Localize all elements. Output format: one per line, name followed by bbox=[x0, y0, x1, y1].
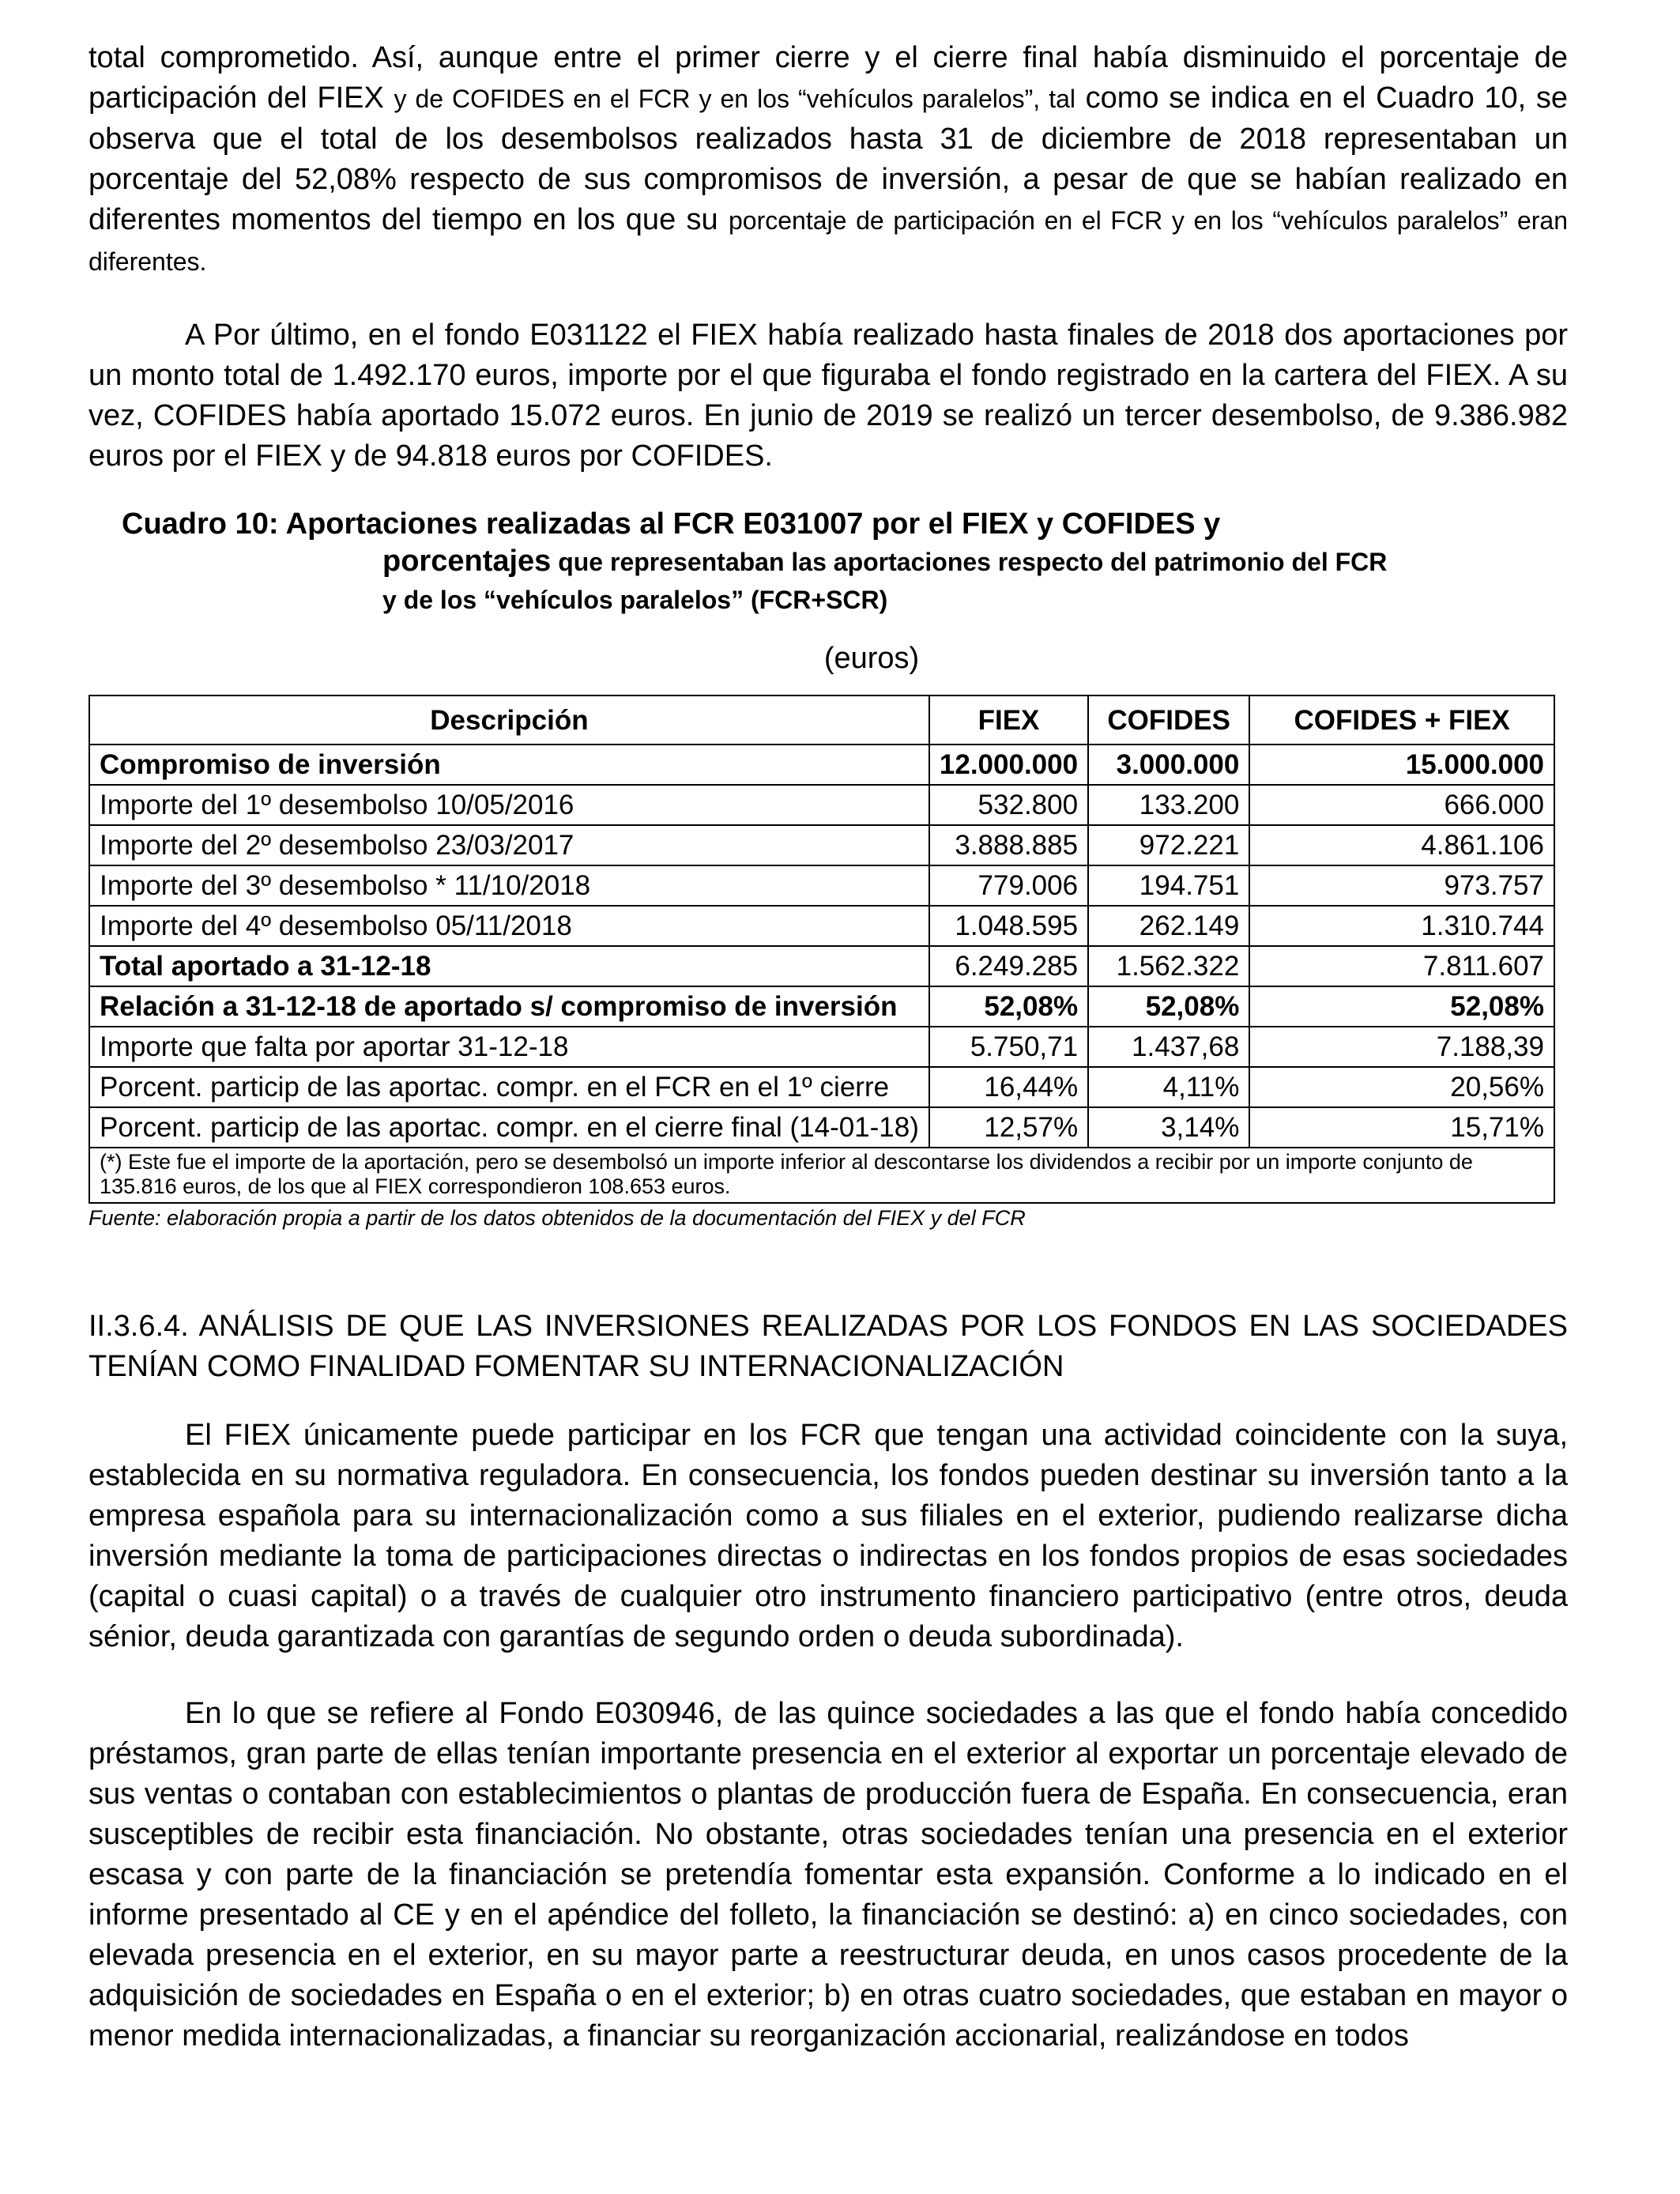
paragraph-1-part-a: total comprometido. Así, aunque entre el primer cierre y el cierre final había disminuido el porcentaje de participación del FIEX bbox=[89, 41, 1568, 115]
paragraph-4: En lo que se refiere al Fondo E030946, de las quince sociedades a las que el fondo había concedido préstamos, gran parte de ellas tenían importante presencia en el exterior al exportar un porcentaje elevado de sus ventas o contaban con establecimientos o plantas de producción fuera de España. En consecuencia, eran susceptibles de recibir esta financiación. No obstante, otras sociedades tenían una presencia en el exterior escasa y con parte de la financiación se pretendía fomentar esta expansión. Conforme a lo indicado en el informe presentado al CE y en el apéndice del folleto, la financiación se destinó: a) en cinco sociedades, con elevada presencia en el exterior, en su mayor parte a reestructurar deuda, en unos casos procedente de la adquisición de sociedades en España o en el exterior; b) en otras cuatro sociedades, que estaban en mayor o menor medida internacionalizadas, a financiar su reorganización accionarial, realizándose en todos bbox=[89, 1697, 1568, 2053]
paragraph-3: El FIEX únicamente puede participar en los FCR que tengan una actividad coincidente con la suya, establecida en su normativa reguladora. En consecuencia, los fondos pueden destinar su inversión tanto a la empresa española para su internacionalización como a sus filiales en el exterior, pudiendo realizarse dicha inversión mediante la toma de participaciones directas o indirectas en los fondos propios de esas sociedades (capital o cuasi capital) o a través de cualquier otro instrumento financiero participativo (entre otros, deuda sénior, deuda garantizada con garantías de segundo orden o deuda subordinada). bbox=[89, 1419, 1568, 1653]
cell-total: 52,08% bbox=[1249, 986, 1554, 1027]
row-label: Importe del 3º desembolso * 11/10/2018 bbox=[89, 865, 929, 906]
cell-fiex: 1.048.595 bbox=[929, 906, 1088, 946]
header-cofides: COFIDES bbox=[1088, 696, 1249, 745]
cell-cofides: 3.000.000 bbox=[1088, 745, 1249, 785]
caption-line-3: y de los “vehículos paralelos” (FCR+SCR) bbox=[382, 586, 888, 614]
table-caption bbox=[89, 505, 1568, 620]
cell-cofides: 1.562.322 bbox=[1088, 946, 1249, 986]
row-label: Importe que falta por aportar 31-12-18 bbox=[89, 1027, 929, 1067]
cell-total: 15.000.000 bbox=[1249, 745, 1554, 785]
header-descripcion: Descripción bbox=[89, 696, 929, 745]
table-row bbox=[89, 785, 1554, 825]
cell-cofides: 972.221 bbox=[1088, 825, 1249, 865]
cell-total: 15,71% bbox=[1249, 1107, 1554, 1148]
table-row bbox=[89, 825, 1554, 865]
cell-fiex: 5.750,71 bbox=[929, 1027, 1088, 1067]
table-source: Fuente: elaboración propia a partir de los datos obtenidos de la documentación del FIEX y del FCR bbox=[89, 1206, 1026, 1230]
table-row bbox=[89, 986, 1554, 1027]
contributions-table bbox=[89, 695, 1555, 1204]
table-row bbox=[89, 865, 1554, 906]
paragraph-1 bbox=[89, 38, 1568, 282]
row-label: Importe del 1º desembolso 10/05/2016 bbox=[89, 785, 929, 825]
row-label: Importe del 4º desembolso 05/11/2018 bbox=[89, 906, 929, 946]
row-label: Compromiso de inversión bbox=[89, 745, 929, 785]
cell-cofides: 133.200 bbox=[1088, 785, 1249, 825]
row-label: Porcent. particip de las aportac. compr. en el FCR en el 1º cierre bbox=[89, 1067, 929, 1107]
table-note: (*) Este fue el importe de la aportación, pero se desembolsó un importe inferior al descontarse los dividendos a recibir por un importe conjunto de 135.816 euros, de los que al FIEX correspondieron 108.653 euros. bbox=[89, 1148, 1554, 1203]
cell-cofides: 4,11% bbox=[1088, 1067, 1249, 1107]
row-label: Porcent. particip de las aportac. compr. en el cierre final (14-01-18) bbox=[89, 1107, 929, 1148]
table-body bbox=[89, 745, 1554, 1203]
cell-fiex: 6.249.285 bbox=[929, 946, 1088, 986]
cell-cofides: 262.149 bbox=[1088, 906, 1249, 946]
cell-cofides: 194.751 bbox=[1088, 865, 1249, 906]
table-header-row bbox=[89, 696, 1554, 745]
cell-fiex: 12.000.000 bbox=[929, 745, 1088, 785]
cell-cofides: 52,08% bbox=[1088, 986, 1249, 1027]
units-label: (euros) bbox=[823, 642, 920, 675]
cell-fiex: 16,44% bbox=[929, 1067, 1088, 1107]
table-row bbox=[89, 1067, 1554, 1107]
cell-total: 7.188,39 bbox=[1249, 1027, 1554, 1067]
cell-fiex: 532.800 bbox=[929, 785, 1088, 825]
cell-fiex: 779.006 bbox=[929, 865, 1088, 906]
cell-fiex: 12,57% bbox=[929, 1107, 1088, 1148]
cell-fiex: 3.888.885 bbox=[929, 825, 1088, 865]
cell-total: 666.000 bbox=[1249, 785, 1554, 825]
caption-line-2 bbox=[89, 543, 1568, 580]
header-fiex: FIEX bbox=[929, 696, 1088, 745]
cell-fiex: 52,08% bbox=[929, 986, 1088, 1027]
table-row bbox=[89, 1027, 1554, 1067]
cell-total: 973.757 bbox=[1249, 865, 1554, 906]
document-page bbox=[89, 38, 1568, 2056]
paragraph-1-part-c: como se indica en el Cuadro 10, se observa que el total de los desembolsos realizados hasta 31 de diciembre de 2018 representaban un porcentaje del 52,08% respecto de sus compromisos de inversión, a pesar de que se habían realizado en diferentes momentos del tiempo en los que su bbox=[89, 81, 1568, 236]
row-label: Total aportado a 31-12-18 bbox=[89, 946, 929, 986]
caption-line-2-a: porcentajes bbox=[382, 545, 552, 578]
row-label: Relación a 31-12-18 de aportado s/ compromiso de inversión bbox=[89, 986, 929, 1027]
caption-line-2-b: que representaban las aportaciones respecto del patrimonio del FCR bbox=[551, 548, 1388, 576]
table-row bbox=[89, 946, 1554, 986]
cell-total: 7.811.607 bbox=[1249, 946, 1554, 986]
caption-line-1: Cuadro 10: Aportaciones realizadas al FCR E031007 por el FIEX y COFIDES y bbox=[122, 507, 1221, 541]
table-note-row bbox=[89, 1148, 1554, 1203]
cell-cofides: 1.437,68 bbox=[1088, 1027, 1249, 1067]
cell-total: 1.310.744 bbox=[1249, 906, 1554, 946]
row-label: Importe del 2º desembolso 23/03/2017 bbox=[89, 825, 929, 865]
cell-cofides: 3,14% bbox=[1088, 1107, 1249, 1148]
paragraph-1-part-b: y de COFIDES en el FCR y en los “vehículos paralelos”, tal bbox=[394, 85, 1075, 113]
cell-total: 20,56% bbox=[1249, 1067, 1554, 1107]
section-heading: II.3.6.4. ANÁLISIS DE QUE LAS INVERSIONES REALIZADAS POR LOS FONDOS EN LAS SOCIEDADES TENÍAN COMO FINALIDAD FOMENTAR SU INTERNACIONALIZACIÓN bbox=[89, 1310, 1568, 1383]
paragraph-2: A Por último, en el fondo E031122 el FIEX había realizado hasta finales de 2018 dos aportaciones por un monto total de 1.492.170 euros, importe por el que figuraba el fondo registrado en la cartera del FIEX. A su vez, COFIDES había aportado 15.072 euros. En junio de 2019 se realizó un tercer desembolso, de 9.386.982 euros por el FIEX y de 94.818 euros por COFIDES. bbox=[89, 319, 1568, 473]
paragraph-1-part-d: porcentaje de participación en el FCR y en los “vehículos paralelos” eran diferentes. bbox=[89, 206, 1569, 276]
cell-total: 4.861.106 bbox=[1249, 825, 1554, 865]
header-total: COFIDES + FIEX bbox=[1249, 696, 1554, 745]
table-row bbox=[89, 745, 1554, 785]
table-row bbox=[89, 906, 1554, 946]
table-row bbox=[89, 1107, 1554, 1148]
